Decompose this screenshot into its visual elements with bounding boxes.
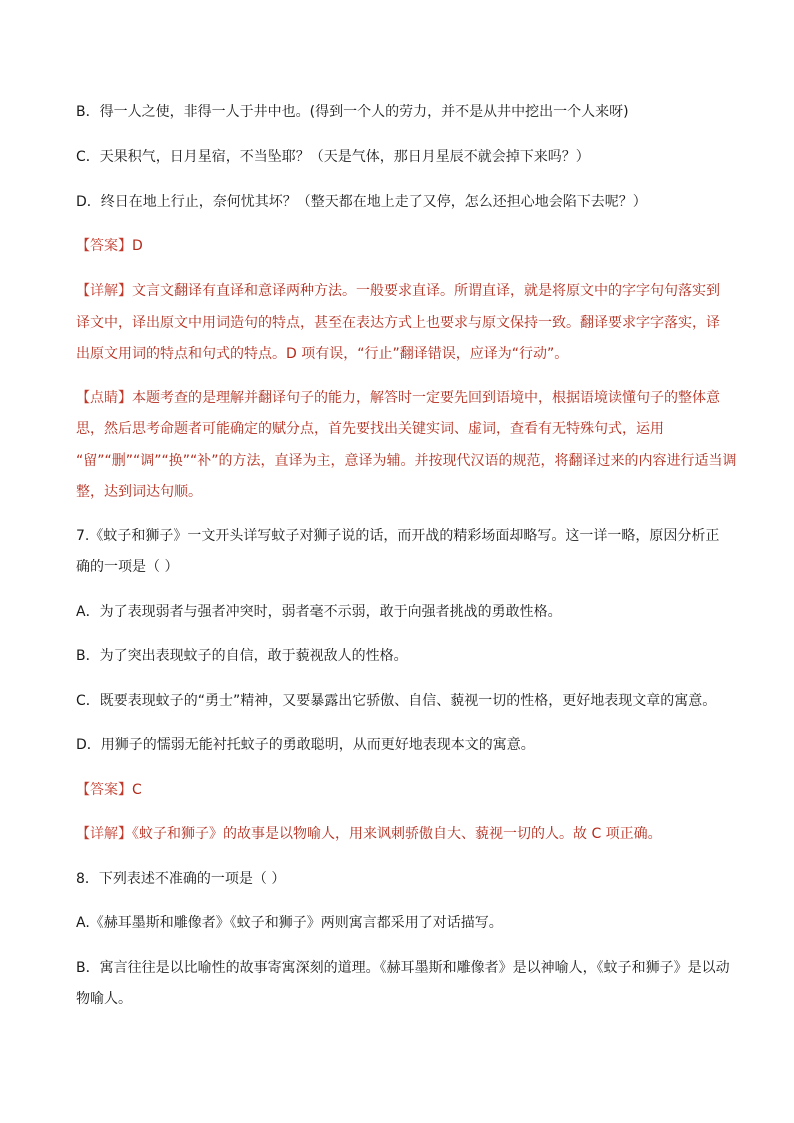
option-b: B．得一人之使，非得一人于井中也。(得到一个人的劳力，并不是从井中挖出一个人来呀) bbox=[76, 104, 629, 120]
tip-line-3: “留”“删”“调”“换”“补”的方法，直译为主，意译为辅。并按现代汉语的规范，将翻译过来的内容进行适当调 bbox=[76, 453, 737, 469]
question-7-option-a: A．为了表现弱者与强者冲突时，弱者毫不示弱，敢于向强者挑战的勇敢性格。 bbox=[76, 604, 562, 620]
detail-text: 《蚊子和狮子》的故事是以物喻人，用来讽刺骄傲自大、藐视一切的人。故 C 项正确。 bbox=[132, 826, 662, 842]
answer-2 bbox=[76, 780, 726, 800]
question-8-option-b-line-1: B．寓言往往是以比喻性的故事寄寓深刻的道理。《赫耳墨斯和雕像者》是以神喻人，《蚊子和狮子》是以动 bbox=[76, 960, 730, 976]
document-page bbox=[76, 0, 737, 1123]
detail-1-line-1 bbox=[76, 281, 726, 301]
answer-tag: 【答案】 bbox=[76, 782, 132, 798]
question-8-line-1: 8．下列表述不准确的一项是（ ） bbox=[76, 871, 286, 887]
question-8-option-b-line-2: 物喻人。 bbox=[76, 991, 132, 1007]
answer-tag: 【答案】 bbox=[76, 238, 132, 254]
question-7-line-2: 确的一项是（ ） bbox=[76, 559, 179, 575]
tip-line-2: 思，然后思考命题者可能确定的赋分点，首先要找出关键实词、虚词，查看有无特殊句式，运用 bbox=[76, 421, 664, 437]
question-7-option-d: D．用狮子的懦弱无能衬托蚊子的勇敢聪明，从而更好地表现本文的寓意。 bbox=[76, 737, 535, 753]
question-7-option-b: B．为了突出表现蚊子的自信，敢于藐视敌人的性格。 bbox=[76, 648, 408, 664]
answer-value: D bbox=[132, 238, 143, 254]
detail-2-line-1 bbox=[76, 824, 726, 844]
question-8-option-a: A.《赫耳墨斯和雕像者》《蚊子和狮子》两则寓言都采用了对话描写。 bbox=[76, 915, 503, 931]
answer-value: C bbox=[132, 782, 142, 798]
option-c: C．天果积气，日月星宿，不当坠耶？（天是气体，那日月星辰不就会掉下来吗？） bbox=[76, 149, 590, 165]
tip-tag: 【点睛】 bbox=[76, 390, 132, 406]
tip-line-4: 整，达到词达句顺。 bbox=[76, 484, 202, 500]
tip-text: 本题考查的是理解并翻译句子的能力，解答时一定要先回到语境中，根据语境读懂句子的整体意 bbox=[132, 390, 720, 406]
detail-tag: 【详解】 bbox=[76, 826, 132, 842]
detail-text: 文言文翻译有直译和意译两种方法。一般要求直译。所谓直译，就是将原文中的字字句句落实到 bbox=[132, 283, 720, 299]
detail-1-line-2: 译文中，译出原文中用词造句的特点，甚至在表达方式上也要求与原文保持一致。翻译要求字字落实，译 bbox=[76, 315, 720, 331]
detail-1-line-3: 出原文用词的特点和句式的特点。D 项有误，“行止”翻译错误，应译为“行动”。 bbox=[76, 346, 569, 362]
question-7-line-1: 7.《蚊子和狮子》一文开头详写蚊子对狮子说的话，而开战的精彩场面却略写。这一详一略，原因分析正 bbox=[76, 528, 720, 544]
detail-tag: 【详解】 bbox=[76, 283, 132, 299]
option-d: D．终日在地上行止，奈何忧其坏？（整天都在地上走了又停，怎么还担心地会陷下去呢？） bbox=[76, 194, 647, 210]
answer-1 bbox=[76, 236, 726, 256]
tip-line-1 bbox=[76, 388, 726, 408]
question-7-option-c: C．既要表现蚊子的“勇士”精神，又要暴露出它骄傲、自信、藐视一切的性格，更好地表现文章的寓意。 bbox=[76, 693, 717, 709]
